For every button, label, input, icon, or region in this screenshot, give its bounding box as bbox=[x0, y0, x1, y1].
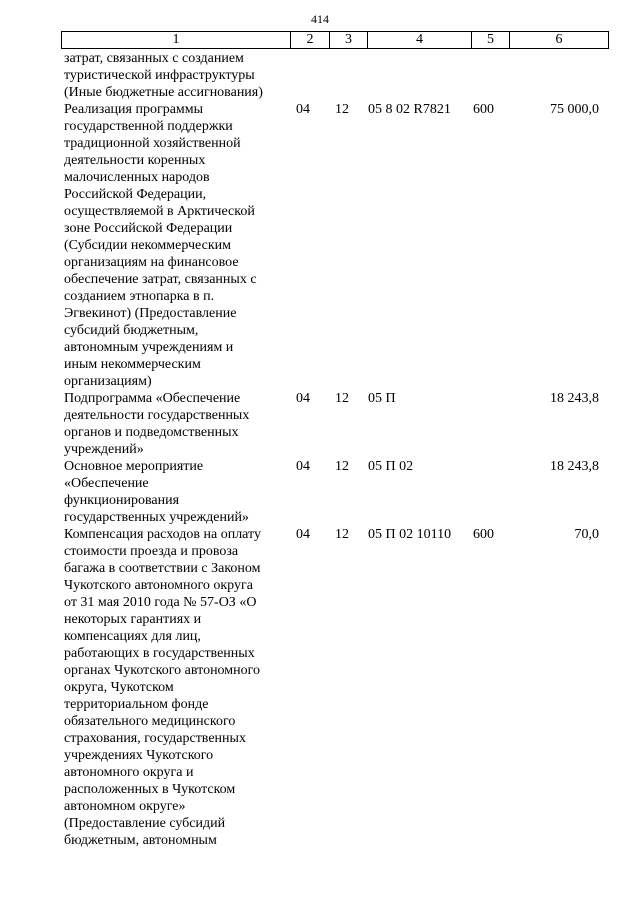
header-col-3: 3 bbox=[330, 32, 368, 49]
row-subsection: 12 bbox=[335, 527, 349, 542]
header-col-5: 5 bbox=[472, 32, 510, 49]
header-col-6: 6 bbox=[510, 32, 609, 49]
budget-table-body bbox=[61, 50, 602, 849]
table-row bbox=[61, 50, 602, 101]
row-name: Подпрограмма «Обеспечение деятельности государственных органов и подведомственных учреждений» bbox=[64, 391, 250, 457]
row-section: 04 bbox=[296, 391, 310, 406]
row-subsection: 12 bbox=[335, 391, 349, 406]
row-amount: 18 243,8 bbox=[550, 459, 599, 474]
row-name: затрат, связанных с созданием туристической инфраструктуры (Иные бюджетные ассигнования) bbox=[64, 51, 263, 100]
row-target-article: 05 П 02 bbox=[368, 459, 414, 474]
row-name: Компенсация расходов на оплату стоимости проезда и провоза багажа в соответствии с Законом Чукотского автономного округа от 31 мая 2010 года № 57-ОЗ «О некоторых гарантиях и компенсациях для лиц, работающих в государственных органах Чукотского автономного округа, Чукотском территориальном фонде обязательного медицинского страхования, государственных учреждениях Чукотского автономного округа и расположенных в Чукотском автономном округе» (Предоставление субсидий бюджетным, автономным bbox=[64, 527, 261, 848]
table-row bbox=[61, 101, 602, 390]
row-expense-type: 600 bbox=[473, 527, 494, 542]
row-section: 04 bbox=[296, 102, 310, 117]
header-col-4: 4 bbox=[368, 32, 472, 49]
row-section: 04 bbox=[296, 459, 310, 474]
row-amount: 70,0 bbox=[574, 527, 599, 542]
header-row bbox=[62, 32, 609, 49]
row-amount: 75 000,0 bbox=[550, 102, 599, 117]
row-subsection: 12 bbox=[335, 459, 349, 474]
row-name: Реализация программы государственной поддержки традиционной хозяйственной деятельности коренных малочисленных народов Российской Федерации, осуществляемой в Арктической зоне Российской Федерации (Субсидии некоммерческим организациям на финансовое обеспечение затрат, связанных с созданием этнопарка в п. Эгвекинот) (Предоставление субсидий бюджетным, автономным учреждениям и иным некоммерческим организациям) bbox=[64, 102, 257, 389]
row-section: 04 bbox=[296, 527, 310, 542]
header-col-1: 1 bbox=[62, 32, 291, 49]
table-row bbox=[61, 390, 602, 458]
row-target-article: 05 П 02 10110 bbox=[368, 527, 452, 542]
row-name: Основное мероприятие «Обеспечение функционирования государственных учреждений» bbox=[64, 459, 249, 525]
row-target-article: 05 П bbox=[368, 391, 396, 406]
page-number: 414 bbox=[311, 12, 329, 26]
row-amount: 18 243,8 bbox=[550, 391, 599, 406]
table-row bbox=[61, 526, 602, 849]
row-subsection: 12 bbox=[335, 102, 349, 117]
column-header-table bbox=[61, 31, 609, 49]
row-target-article: 05 8 02 R7821 bbox=[368, 102, 451, 117]
table-row bbox=[61, 458, 602, 526]
row-expense-type: 600 bbox=[473, 102, 494, 117]
header-col-2: 2 bbox=[291, 32, 330, 49]
